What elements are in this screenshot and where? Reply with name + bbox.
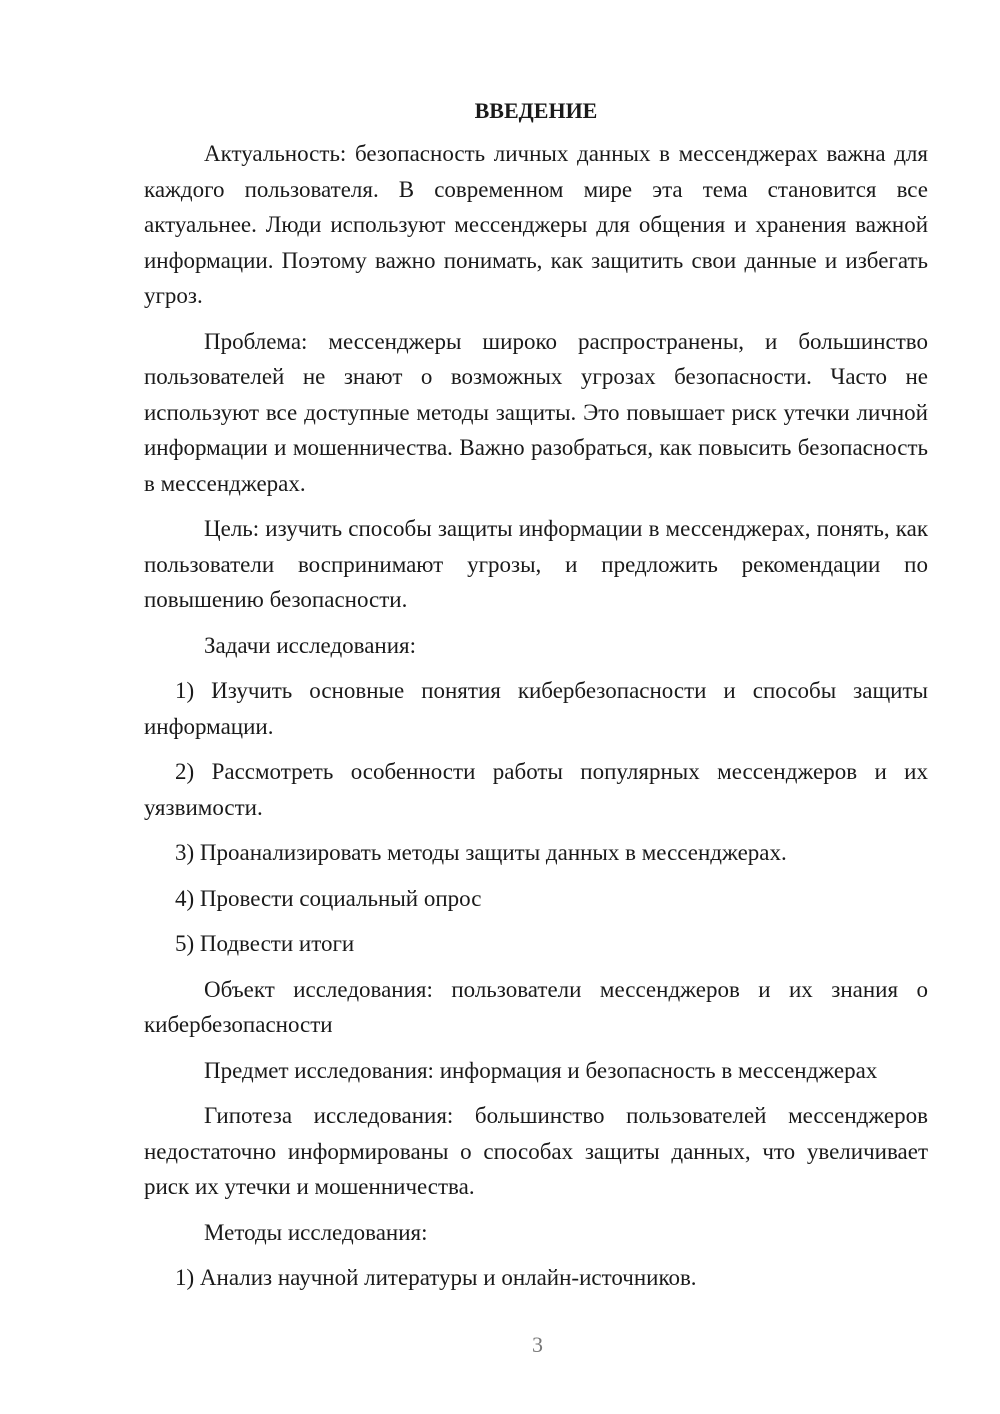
goal-paragraph: Цель: изучить способы защиты информации в мессенджерах, понять, как пользователи воспринимают угрозы, и предложить рекомендации по повышению безопасности. [144, 516, 928, 612]
object-paragraph: Объект исследования: пользователи мессенджеров и их знания о кибербезопасности [144, 976, 928, 1037]
hypothesis-paragraph: Гипотеза исследования: большинство пользователей мессенджеров недостаточно информированы о способах защиты данных, что увеличивает риск их утечки и мошенничества. [144, 1103, 928, 1199]
page-number: 3 [532, 1332, 543, 1357]
method-item: 1) Анализ научной литературы и онлайн-источников. [175, 1265, 697, 1290]
section-heading: ВВЕДЕНИЕ [474, 98, 598, 123]
relevance-paragraph: Актуальность: безопасность личных данных в мессенджерах важна для каждого пользователя. В современном мире эта тема становится все актуальнее. Люди используют мессенджеры для общения и хранения важной информации. Поэтому важно понимать, как защитить свои данные и избегать угроз. [144, 141, 928, 308]
page-content [144, 96, 928, 1306]
subject-paragraph: Предмет исследования: информация и безопасность в мессенджерах [204, 1057, 878, 1083]
tasks-title: Задачи исследования: [204, 632, 417, 658]
task-item: 4) Провести социальный опрос [175, 885, 482, 911]
task-item: 5) Подвести итоги [175, 931, 355, 956]
task-item: 2) Рассмотреть особенности работы популярных мессенджеров и их уязвимости. [144, 759, 928, 820]
task-item: 3) Проанализировать методы защиты данных в мессенджерах. [175, 840, 787, 865]
methods-title: Методы исследования: [204, 1219, 428, 1245]
task-item: 1) Изучить основные понятия кибербезопасности и способы защиты информации. [144, 678, 928, 739]
problem-paragraph: Проблема: мессенджеры широко распространены, и большинство пользователей не знают о возможных угрозах безопасности. Часто не используют все доступные методы защиты. Это повышает риск утечки личной информации и мошенничества. Важно разобраться, как повысить безопасность в мессенджерах. [144, 328, 928, 496]
